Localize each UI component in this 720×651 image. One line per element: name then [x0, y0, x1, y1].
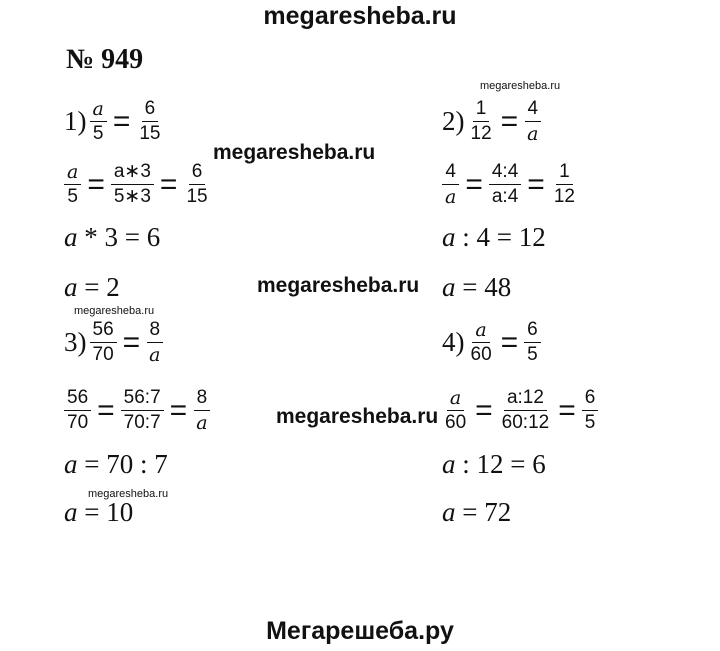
part-1-chain	[64, 162, 211, 207]
part-4-step-1: a : 12 = 6	[442, 449, 546, 479]
equals-sign: =	[169, 393, 188, 427]
equals-sign: =	[97, 393, 115, 427]
site-footer: Мегарешеба.ру	[266, 617, 454, 645]
watermark: megaresheba.ru	[74, 305, 155, 317]
equals-sign: =	[527, 167, 545, 201]
equals-sign: =	[558, 393, 576, 427]
watermark: megaresheba.ru	[480, 80, 561, 92]
fraction: $\frac{1}{12}$	[470, 98, 492, 144]
equals-sign: =	[500, 104, 519, 138]
fraction: $\frac{4}{a}$	[524, 99, 541, 144]
part-1-step-1: a * 3 = 6	[64, 222, 161, 252]
equals-sign: =	[475, 393, 493, 427]
part-4-step-2: a = 72	[442, 497, 512, 527]
problem-number: № 949	[66, 44, 144, 75]
part-label: 2)	[442, 106, 465, 136]
equals-sign: =	[159, 167, 178, 201]
part-3-chain	[64, 388, 211, 433]
watermark: megaresheba.ru	[276, 405, 439, 428]
fraction: $\frac{6}{5}$	[582, 388, 599, 433]
part-1-step-2: a = 2	[64, 272, 120, 302]
fraction: $\frac{8}{a}$	[146, 320, 163, 365]
fraction: $\frac{a}{60}$	[445, 387, 467, 433]
part-label: 4)	[442, 327, 465, 357]
fraction: $\frac{8}{a}$	[193, 388, 210, 433]
part-2-step-2: a = 48	[442, 272, 512, 302]
part-label: 3)	[64, 327, 87, 357]
equals-sign: =	[87, 167, 105, 201]
part-3-step-2: a = 10	[64, 497, 134, 527]
fraction: $\frac{a∗3}{5∗3}$	[111, 162, 154, 207]
fraction: $\frac{56}{70}$	[90, 320, 117, 365]
part-3-step-1: a = 70 : 7	[64, 449, 168, 479]
part-4-given	[442, 320, 541, 365]
fraction: $\frac{56:7}{70:7}$	[121, 388, 164, 433]
fraction: $\frac{a}{60}$	[470, 319, 492, 365]
part-2-given	[442, 99, 542, 144]
part-2-chain	[442, 162, 578, 207]
watermark: megaresheba.ru	[257, 274, 420, 297]
fraction: $\frac{a}{5}$	[64, 162, 81, 207]
fraction: $\frac{6}{15}$	[139, 98, 161, 144]
site-header: megaresheba.ru	[263, 2, 457, 30]
fraction: $\frac{1}{12}$	[553, 161, 575, 207]
fraction: $\frac{a:12}{60:12}$	[501, 387, 550, 433]
fraction: $\frac{a}{5}$	[90, 99, 107, 144]
equals-sign: =	[112, 104, 131, 138]
part-3-given	[64, 320, 164, 365]
equals-sign: =	[122, 325, 141, 359]
fraction: $\frac{6}{5}$	[524, 320, 541, 365]
fraction: $\frac{4}{a}$	[442, 162, 459, 207]
fraction: $\frac{4:4}{a:4}$	[489, 162, 521, 207]
part-1-given	[64, 99, 164, 144]
part-2-step-1: a : 4 = 12	[442, 222, 546, 252]
part-4-chain	[442, 388, 598, 433]
watermark: megaresheba.ru	[88, 488, 169, 500]
watermark: megaresheba.ru	[213, 141, 376, 164]
fraction: $\frac{6}{15}$	[186, 161, 208, 207]
fraction: $\frac{56}{70}$	[64, 388, 91, 433]
part-label: 1)	[64, 106, 87, 136]
equals-sign: =	[465, 167, 483, 201]
equals-sign: =	[500, 325, 519, 359]
